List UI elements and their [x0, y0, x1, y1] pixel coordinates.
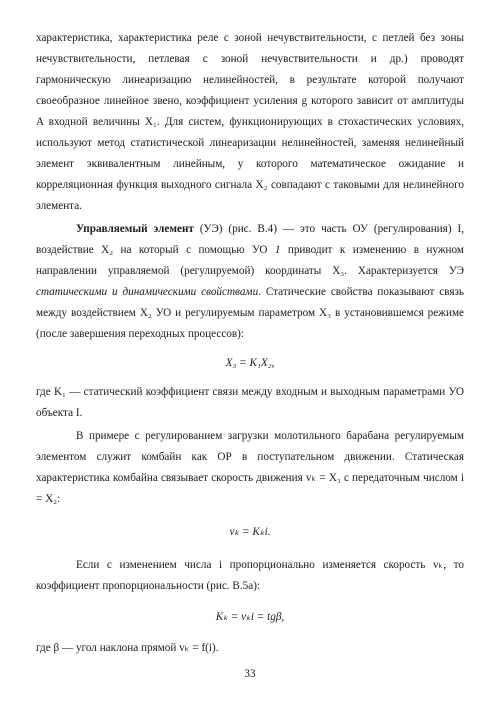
formula-kk: Kₖ = vₖi = tgβ, — [215, 611, 285, 623]
term-controlled-element: Управляемый элемент — [76, 223, 194, 235]
page-number: 33 — [244, 668, 256, 680]
formula-vk: vₖ = Kₖi. — [229, 526, 271, 538]
body-text — [36, 28, 464, 659]
paragraph-proportional: Если с изменением числа i пропорционально изменяется скорость vₖ, то коэффициент пропорциональности (рис. В.5а): — [36, 559, 464, 592]
uo-index: 1 — [274, 244, 281, 256]
paragraph-text-c: . Статические свойства показывают связь между воздействием X₂ УО и регулируемым параметром X₃ в установившемся режиме (после завершения переходных процессов): — [36, 286, 464, 340]
formula-x3: X₃ = K₁X₂, — [225, 357, 275, 369]
paragraph-beta-definition: где β — угол наклона прямой vₖ = f(i). — [36, 642, 219, 654]
paragraph-linearization: характеристика, характеристика реле с зоной нечувствительности, с петлей без зоны нечувствительности, петлевая с зоной нечувствительности и др.) проводят гармоническую линеаризацию нелинейностей, в результате которой получают своеобразное линейное звено, коэффициент усиления g которого зависит от амплитуды A входной величины X₁. Для систем, функционирующих в стохастических условиях, используют метод статистической линеаризации нелинейностей, заменяя нелинейный элемент эквивалентным линейным, у которого математическое ожидание и корреляционная функция выходного сигнала X₂ совпадают с таковыми для нелинейного элемента. — [36, 32, 464, 212]
paragraph-combine-example: В примере с регулированием загрузки молотильного барабана регулируемым элементом служит комбайн как ОР в поступательном движении. Статическая характеристика комбайна связывает скорость движения vₖ = X₃ с передаточным числом i = X₂: — [36, 430, 464, 505]
paragraph-text-a: (УЭ) (рис. В.4) — это часть ОУ (регулирования) I, воздействие X₂ на который с помощью УО — [36, 223, 465, 256]
italic-phrase: статическими и динамическими свойствами — [36, 286, 259, 298]
paragraph-controlled-element — [36, 219, 464, 345]
paragraph-text-b: приводит к изменению в нужном направлении управляемой (регулируемой) координаты X₃. Характеризуется УЭ — [36, 244, 464, 277]
paragraph-k1-definition: где K₁ — статический коэффициент связи между входным и выходным параметрами УО объекта I. — [36, 386, 464, 419]
